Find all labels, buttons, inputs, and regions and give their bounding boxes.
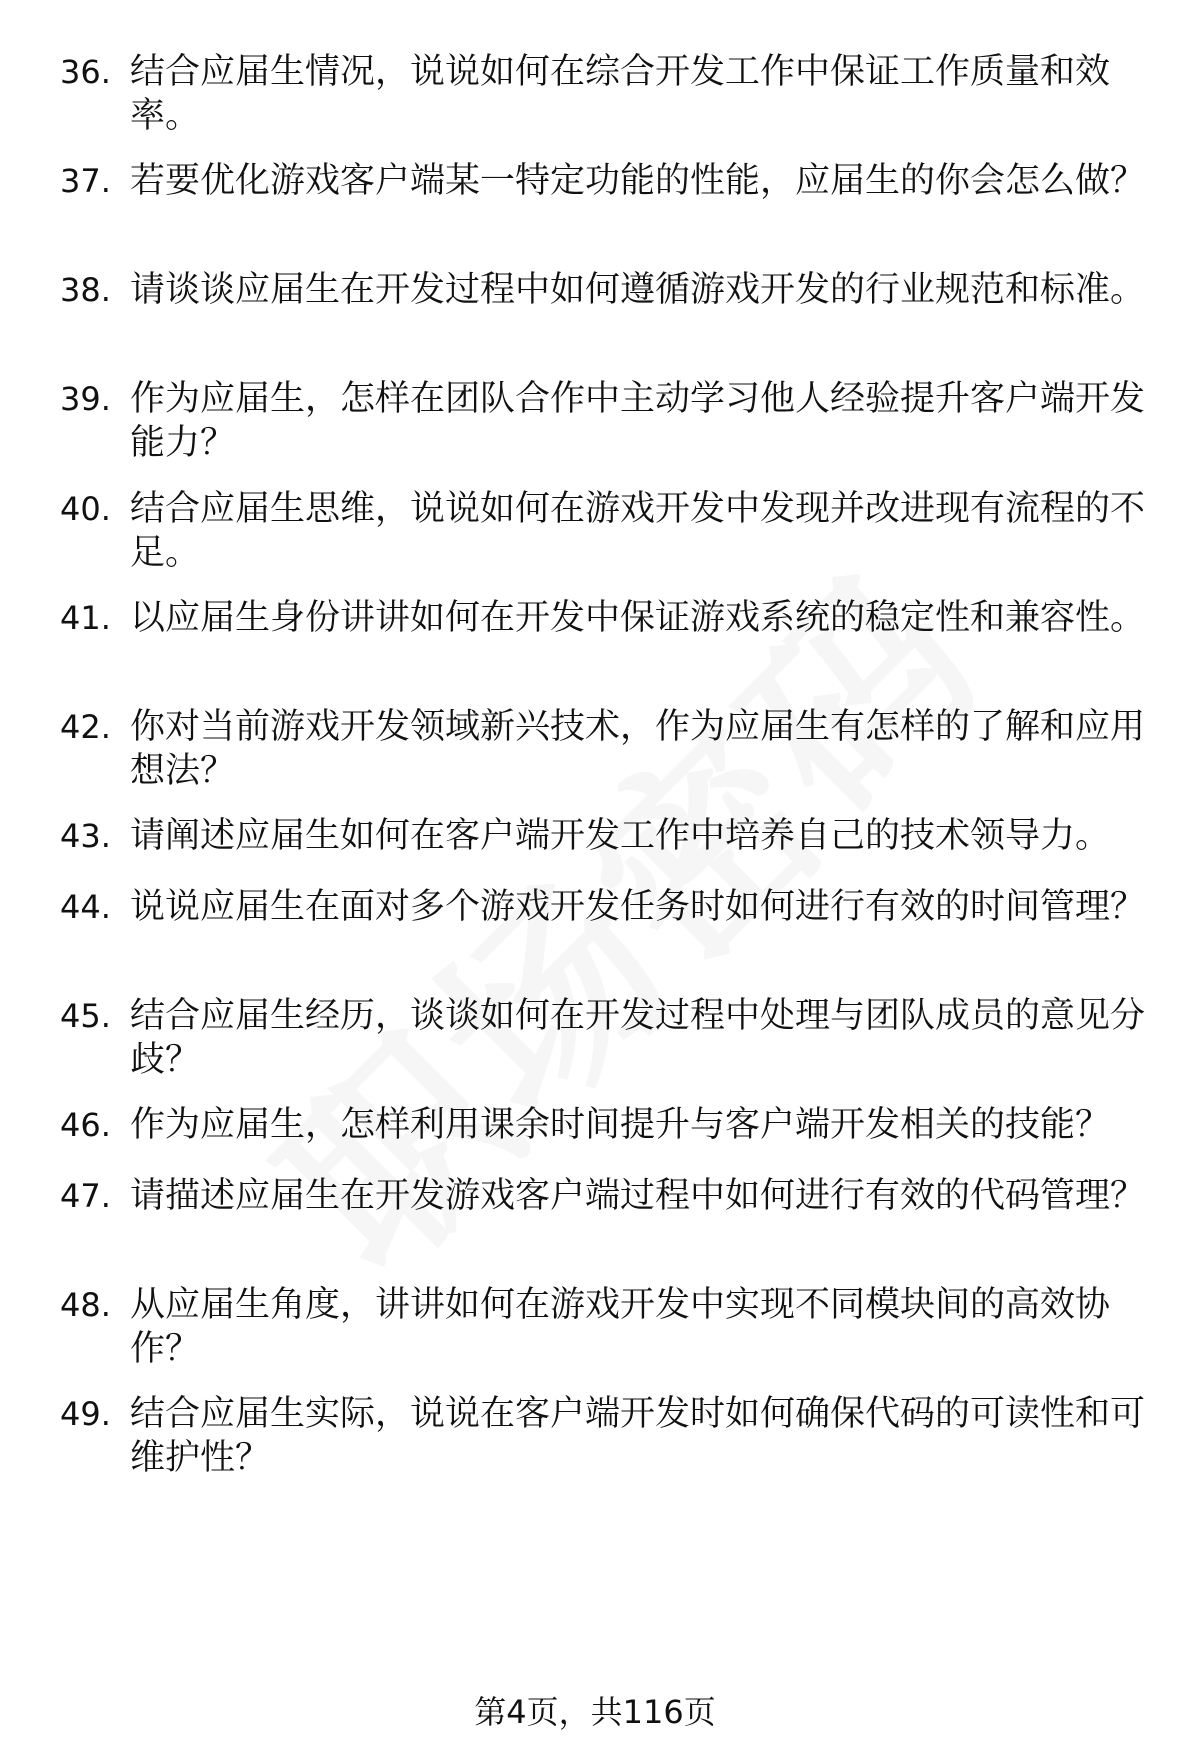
question-number: 48. <box>60 1286 111 1324</box>
question-number: 43. <box>60 817 111 855</box>
question-item <box>0 50 1190 150</box>
question-text: 作为应届生，怎样在团队合作中主动学习他人经验提升客户端开发能力？ <box>130 379 1146 463</box>
page-number: 第4页，共116页 <box>474 1693 716 1731</box>
question-number: 38. <box>60 271 111 309</box>
question-item <box>0 268 1190 368</box>
question-text: 你对当前游戏开发领域新兴技术，作为应届生有怎样的了解和应用想法？ <box>130 707 1146 791</box>
question-text: 结合应届生思维，说说如何在游戏开发中发现并改进现有流程的不足。 <box>130 489 1146 573</box>
question-text: 以应届生身份讲讲如何在开发中保证游戏系统的稳定性和兼容性。 <box>130 598 1146 638</box>
question-item <box>0 1174 1190 1274</box>
question-number: 39. <box>60 380 111 418</box>
question-text: 作为应届生，怎样利用课余时间提升与客户端开发相关的技能？ <box>130 1105 1111 1145</box>
question-text: 请阐述应届生如何在客户端开发工作中培养自己的技术领导力。 <box>130 816 1111 856</box>
question-text: 若要优化游戏客户端某一特定功能的性能，应届生的你会怎么做？ <box>130 161 1146 201</box>
question-number: 46. <box>60 1106 111 1144</box>
question-item <box>0 885 1190 985</box>
question-number: 45. <box>60 997 111 1035</box>
question-text: 请谈谈应届生在开发过程中如何遵循游戏开发的行业规范和标准。 <box>130 270 1146 310</box>
question-number: 49. <box>60 1395 111 1433</box>
question-number: 40. <box>60 490 111 528</box>
question-text: 结合应届生实际，说说在客户端开发时如何确保代码的可读性和可维护性？ <box>130 1394 1146 1478</box>
question-item <box>0 159 1190 259</box>
question-number: 41. <box>60 599 111 637</box>
question-text: 从应届生角度，讲讲如何在游戏开发中实现不同模块间的高效协作？ <box>130 1285 1111 1369</box>
question-number: 36. <box>60 53 111 91</box>
question-text: 结合应届生情况，说说如何在综合开发工作中保证工作质量和效率。 <box>130 52 1111 136</box>
question-item <box>0 1283 1190 1383</box>
question-item <box>0 596 1190 696</box>
question-text: 结合应届生经历，谈谈如何在开发过程中处理与团队成员的意见分歧？ <box>130 996 1146 1080</box>
question-text: 请描述应届生在开发游戏客户端过程中如何进行有效的代码管理？ <box>130 1176 1146 1216</box>
question-number: 37. <box>60 162 111 200</box>
question-item <box>0 1392 1190 1492</box>
question-item <box>0 487 1190 587</box>
question-number: 42. <box>60 708 111 746</box>
question-item <box>0 705 1190 805</box>
question-text: 说说应届生在面对多个游戏开发任务时如何进行有效的时间管理？ <box>130 887 1146 927</box>
question-item <box>0 994 1190 1094</box>
question-number: 44. <box>60 888 111 926</box>
question-item <box>0 377 1190 477</box>
question-number: 47. <box>60 1177 111 1215</box>
